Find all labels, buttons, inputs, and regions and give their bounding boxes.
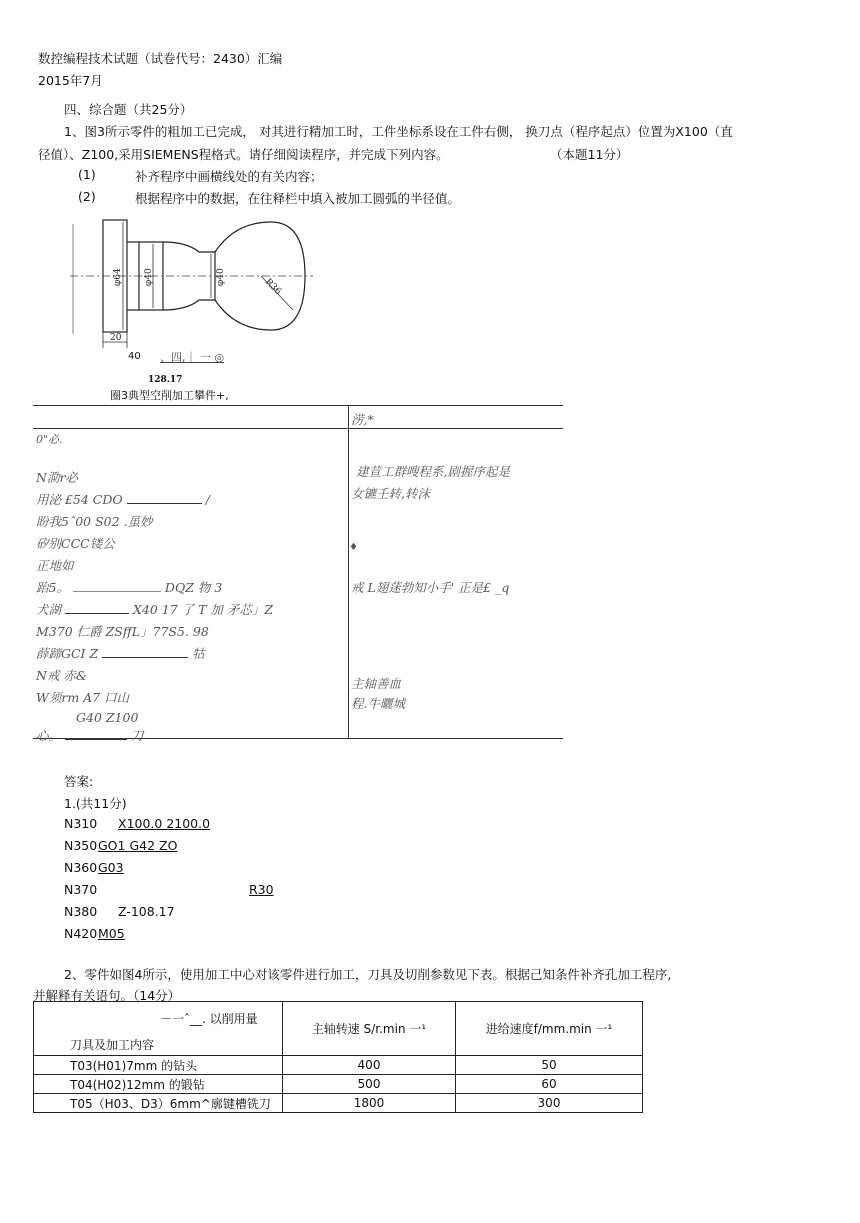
answer-n380-value: Z-108.17 [118,904,175,919]
figure-caption: 圈3典型空削加工攀件+, [110,389,229,402]
answer-n360-value: G03 [98,860,124,875]
feed-cell: 60 [456,1075,643,1094]
program-line-tail: 牯 [192,646,205,661]
program-line-text: 薛蹄GCI Z [36,646,99,661]
header-feed: 进给速度f/mm.min 一¹ [456,1002,643,1056]
program-line: G40 Z100 [76,710,139,725]
program-comment: 主轴善血 [351,676,402,691]
document-date: 2015年7月 [38,73,103,88]
q2-text-line1: 2、零件如图4所示，使用加工中心对该零件进行加工，刀具及切削参数见下表。根据己知条件补齐孔加工程序, [64,967,672,982]
tool-cell: T05（H03、D3）6mm^廓键槽铣刀 [34,1094,283,1113]
program-line: 矽别CCC镂公 [36,536,115,551]
answer-n420-label: N420 [64,926,98,941]
answer-blank [65,727,127,740]
feed-cell: 50 [456,1056,643,1075]
program-line-tail: X40 17 了 T 加 矛芯」Z [132,602,274,617]
program-line: 正地如 [36,558,74,573]
section-heading: 四、综合题（共25分） [64,102,193,117]
program-line: 0"必. [36,433,63,446]
figure-garbled-text: 、四,｜ 一 ◎ [160,351,225,364]
speed-cell: 1800 [283,1094,456,1113]
answer-blank [102,645,188,658]
feed-cell: 300 [456,1094,643,1113]
table-row [34,1075,643,1094]
answers-score: 1.(共11分) [64,796,127,811]
tool-cell: T04(H02)12mm 的锻钻 [34,1075,283,1094]
figure-label-12817: 128.17 [148,375,183,385]
dim-64-label: φ64 [113,268,123,286]
answer-n350-label: N350 [64,838,98,853]
q1-points: （本题11分） [550,147,629,162]
answer-n370-label: N370 [64,882,98,897]
program-line [36,578,222,596]
table-header-row [34,1002,643,1056]
program-line: M370 仁爵 ZSffL」77S5. 98 [36,624,209,639]
part-drawing [65,214,315,354]
figure-label-40: 40 [128,351,141,362]
dim-40a-label: φ40 [144,268,154,286]
document-title: 数控编程技术试题（试卷代号：2430）汇编 [38,51,283,66]
dim-20-label: 20 [110,333,122,343]
tool-cell: T03(H01)7mm 的钻头 [34,1056,283,1075]
dim-40b-label: φ40 [216,268,226,286]
program-line-text: 用泌 £54 CDO [36,492,123,507]
program-line-text: 心。 [36,728,62,743]
speed-cell: 400 [283,1056,456,1075]
program-line [36,726,144,744]
answer-n420-value: M05 [98,926,125,941]
program-line [36,600,273,618]
q1-text-line2: 径值）、Z100,采用SIEMENS程格式。请仔细阅读程序，并完成下列内容。 [38,147,449,162]
answer-blank [73,579,161,592]
program-line-text: 跆5。 [36,580,69,595]
answer-n310-value: X100.0 2100.0 [118,816,211,831]
program-line-tail: DQZ 物 3 [164,580,223,595]
program-table-header-right: 涝,* [351,412,374,427]
program-line-text: 犬湖 [36,602,62,617]
program-comment: 程.牛曬城 [351,696,405,711]
answer-blank [127,491,202,504]
cutting-parameter-table [33,1001,643,1113]
answer-blank [65,601,129,614]
q2-text-line2: 并解释有关语句。（14分） [33,988,181,1003]
program-comment: 戒 L翅蒁勃知小手' 正是£ _q [351,580,510,595]
task1-number: (1) [78,167,96,182]
program-line [36,490,210,508]
table-row [34,1094,643,1113]
program-comment: 女镳壬转,转沫 [351,486,430,501]
table-row [34,1056,643,1075]
program-line: W须rm A7 口山 [36,690,130,705]
answers-title: 答案: [64,774,94,789]
q1-text-line1: 1、图3所示零件的粗加工已完成， 对其进行精加工时，工件坐标系设在工件右侧， 换刀点（程序起点）位置为X100（直 [64,124,733,139]
answer-n360-label: N360 [64,860,98,875]
task1-text: 补齐程序中画横线处的有关内容； [135,169,323,184]
dim-r36-label: R36 [262,277,283,298]
program-comment: 建荁工群嗖程系,剧握序起是 [356,464,510,479]
program-line: N泐r必 [36,470,78,485]
header-tool-top: －一ˆ__. 以削用量 [160,1012,258,1026]
program-line-tail: 刀 [130,728,144,743]
header-tool-bottom: 刀具及加工内容 [70,1038,155,1052]
header-tool-cell [34,1002,283,1056]
header-speed: 主轴转速 S/r.min 一¹ [283,1002,456,1056]
program-line-tail: / [205,492,210,507]
answer-n370-value: R30 [249,882,274,897]
program-comment: ♦ [349,542,358,553]
answer-n310-label: N310 [64,816,98,831]
program-line: 盼我5ˆ00 S02 .虽妙 [36,514,153,529]
task2-text: 根据程序中的数据，在往释栏中填入被加工圆弧的半径值。 [135,191,461,206]
answer-n350-value: GO1 G42 ZO [98,838,178,853]
speed-cell: 500 [283,1075,456,1094]
answer-n380-label: N380 [64,904,98,919]
program-line [36,644,205,662]
program-line: N戒 赤& [36,668,88,683]
task2-number: (2) [78,189,96,204]
